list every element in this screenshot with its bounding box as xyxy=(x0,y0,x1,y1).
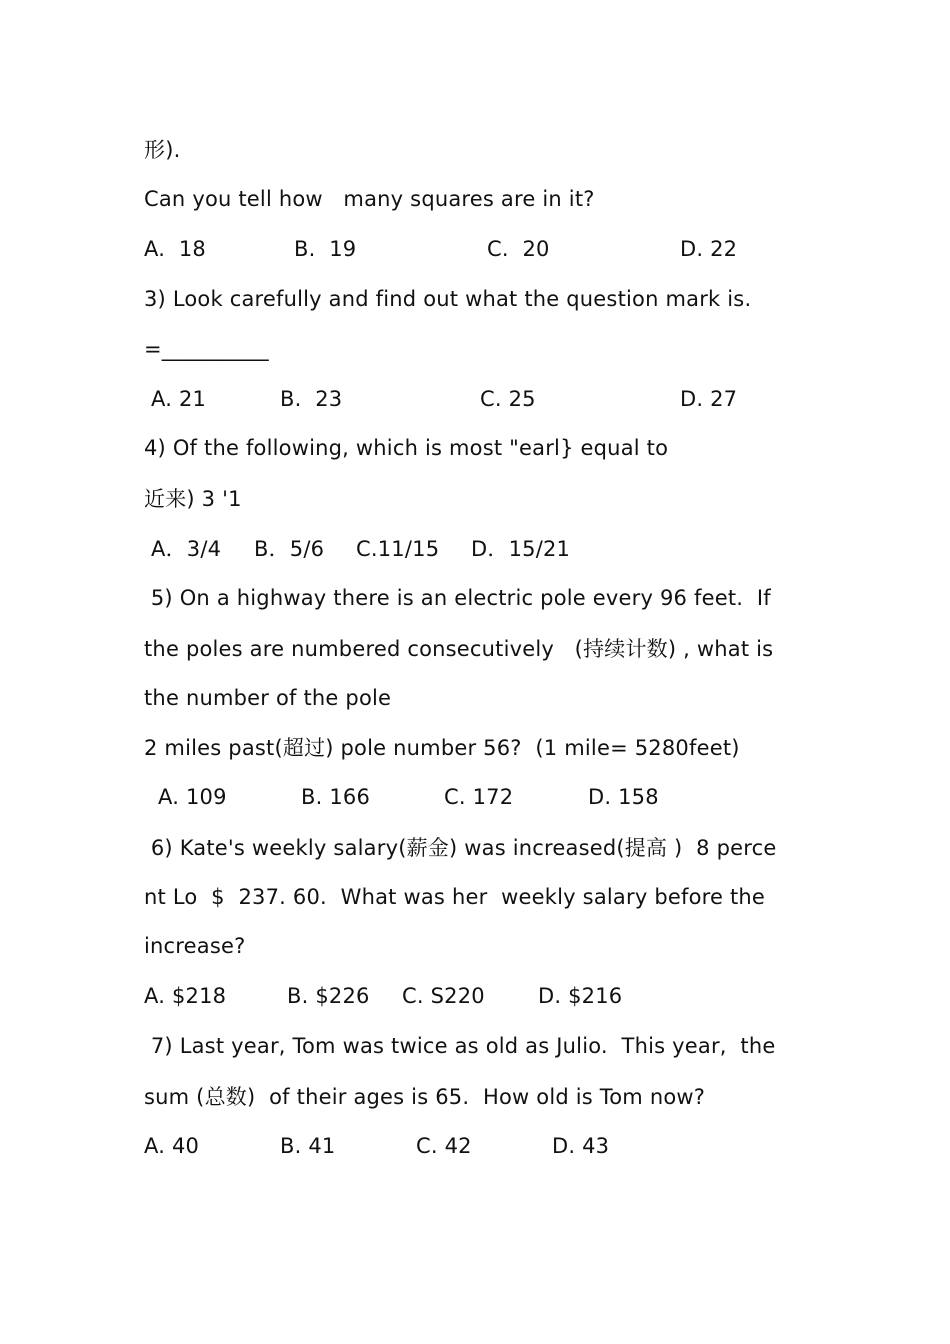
text-line: the poles are numbered consecutively (持续计数) , what is xyxy=(144,637,774,661)
option-c: C. 20 xyxy=(487,237,550,261)
option-a: A．3/4 xyxy=(151,537,222,561)
question-7-text: 7) Last year, Tom was twice as old as Julio. This year, the xyxy=(144,1034,776,1058)
text-line: 近来) 3 '1 xyxy=(144,487,242,511)
option-b: B．5/6 xyxy=(254,537,325,561)
option-c: C. 42 xyxy=(416,1134,472,1158)
option-d: D．15/21 xyxy=(471,537,571,561)
text-line: the number of the pole xyxy=(144,686,392,710)
option-c: C. S220 xyxy=(402,984,485,1008)
option-d: D. 27 xyxy=(680,387,738,411)
question-6-text: 6) Kate's weekly salary(薪金) was increased(提高 ) 8 perce xyxy=(144,836,777,860)
option-a: A. 21 xyxy=(151,387,207,411)
option-a: A. $218 xyxy=(144,984,227,1008)
text-line: 形). xyxy=(144,138,181,162)
option-b: B. 41 xyxy=(280,1134,336,1158)
option-b: B. 166 xyxy=(301,785,371,809)
option-c: C. 25 xyxy=(480,387,536,411)
text-line: increase? xyxy=(144,934,246,958)
option-c: C. 172 xyxy=(444,785,514,809)
option-b: B. 23 xyxy=(280,387,343,411)
option-b: B. $226 xyxy=(287,984,370,1008)
option-a: A. 109 xyxy=(158,785,227,809)
text-line: sum (总数) of their ages is 65. How old is Tom now? xyxy=(144,1085,706,1109)
option-d: D. $216 xyxy=(538,984,623,1008)
question-4-text: 4) Of the following, which is most "earl} equal to xyxy=(144,436,669,460)
option-c: C.11/15 xyxy=(356,537,440,561)
question-5-text: 5) On a highway there is an electric pole every 96 feet. If xyxy=(144,586,771,610)
option-a: A. 18 xyxy=(144,237,206,261)
question-3-text: 3) Look carefully and find out what the question mark is. xyxy=(144,287,752,311)
option-d: D. 22 xyxy=(680,237,738,261)
question-2-text: Can you tell how many squares are in it? xyxy=(144,187,595,211)
option-d: D. 43 xyxy=(552,1134,610,1158)
text-line: 2 miles past(超过) pole number 56? (1 mile= 5280feet) xyxy=(144,736,740,760)
option-a: A. 40 xyxy=(144,1134,200,1158)
answer-blank: =__________ xyxy=(144,337,269,361)
text-line: nt Lo $ 237. 60. What was her weekly salary before the xyxy=(144,885,766,909)
option-b: B. 19 xyxy=(294,237,357,261)
option-d: D. 158 xyxy=(588,785,659,809)
